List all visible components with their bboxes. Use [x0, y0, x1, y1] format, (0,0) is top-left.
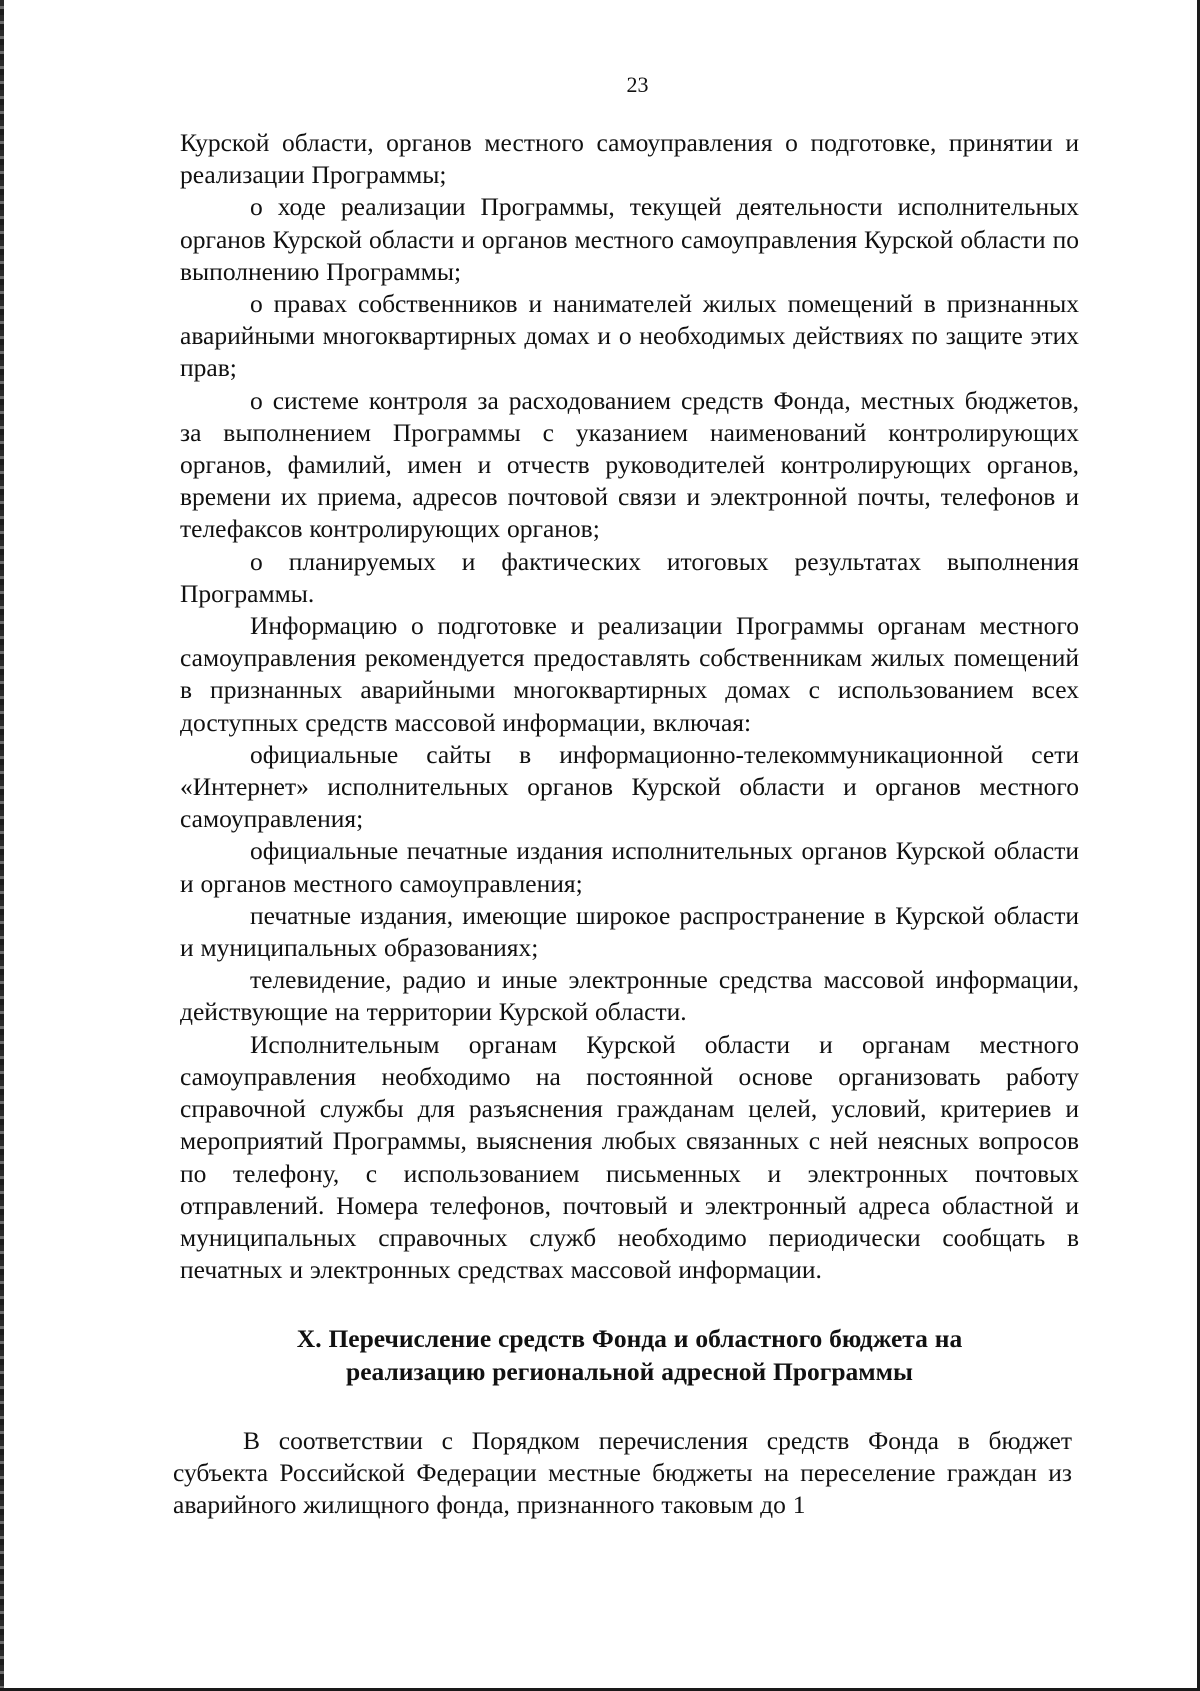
paragraph: телевидение, радио и иные электронные средства массовой информации, действующие на территории Курской области.: [180, 965, 1079, 1027]
paragraph: о планируемых и фактических итоговых результатах выполнения Программы.: [180, 546, 1079, 608]
paragraph: официальные сайты в информационно-телекоммуникационной сети «Интернет» исполнительных органов Курской области и органов местного самоуправления;: [180, 739, 1079, 834]
document-body: [173, 127, 1079, 1521]
section-heading-line-1: X. Перечисление средств Фонда и областного бюджета на: [296, 1324, 963, 1354]
paragraph: о системе контроля за расходованием средств Фонда, местных бюджетов, за выполнением Программы с указанием наименований контролирующих органов, фамилий, имен и отчеств руководителей контролирующих органов, времени их приема, адресов почтовой связи и электронной почты, телефонов и телефаксов контролирующих органов;: [180, 385, 1079, 544]
section-heading-line-2: реализацию региональной адресной Программы: [346, 1356, 913, 1386]
paragraph: Исполнительным органам Курской области и органам местного самоуправления необходимо на постоянной основе организовать работу справочной службы для разъяснения гражданам целей, условий, критериев и мероприятий Программы, выяснения любых связанных с ней неясных вопросов по телефону, с использованием письменных и электронных почтовых отправлений. Номера телефонов, почтовый и электронный адреса областной и муниципальных справочных служб необходимо периодически сообщать в печатных и электронных средствах массовой информации.: [180, 1029, 1079, 1285]
paragraph: печатные издания, имеющие широкое распространение в Курской области и муниципальных образованиях;: [180, 900, 1079, 963]
paragraph: о ходе реализации Программы, текущей деятельности исполнительных органов Курской области и органов местного самоуправления Курской области по выполнению Программы;: [180, 192, 1079, 286]
scan-edge-left: [0, 0, 4, 1691]
page-number: 23: [626, 72, 649, 97]
closing-paragraph: В соответствии с Порядком перечисления средств Фонда в бюджет субъекта Российской Федерации местные бюджеты на переселение граждан из аварийного жилищного фонда, признанного таковым до 1: [173, 1425, 1072, 1520]
paragraph: о правах собственников и нанимателей жилых помещений в признанных аварийными многоквартирных домах и о необходимых действиях по защите этих прав;: [180, 289, 1079, 383]
section-heading: [180, 1323, 1079, 1387]
paragraph: Информацию о подготовке и реализации Программы органам местного самоуправления рекомендуется предоставлять собственникам жилых помещений в признанных аварийными многоквартирных домах с использованием всех доступных средств массовой информации, включая:: [180, 611, 1079, 737]
paragraph: официальные печатные издания исполнительных органов Курской области и органов местного самоуправления;: [180, 836, 1079, 898]
paragraph: Курской области, органов местного самоуправления о подготовке, принятии и реализации Программы;: [180, 128, 1079, 190]
